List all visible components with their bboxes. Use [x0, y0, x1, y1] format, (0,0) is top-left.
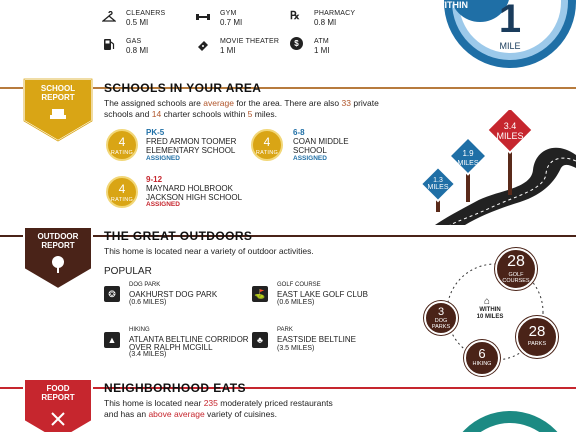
- badge-line-2: REPORT: [41, 93, 75, 102]
- section-title: THE GREAT OUTDOORS: [104, 229, 253, 243]
- food-intro: This home is located near 235 moderately priced restaurants and has an above average variety of cuisines.: [104, 398, 333, 419]
- tree-park-icon: ♣: [252, 332, 268, 348]
- badge-line-2: REPORT: [41, 393, 75, 402]
- school-grade: PK-5: [146, 128, 165, 137]
- section-title: NEIGHBORHOOD EATS: [104, 381, 246, 395]
- amenity-label: PHARMACY: [314, 10, 356, 17]
- place-distance: (0.6 MILES): [129, 299, 167, 306]
- place-category: DOG PARK: [129, 282, 161, 288]
- badge-line-2: REPORT: [41, 241, 75, 250]
- place-name: EASTSIDE BELTLINE: [277, 335, 356, 344]
- place-name: OVER RALPH MCGILL: [129, 343, 213, 352]
- sign-miles-2: 1.9 MILES: [457, 149, 479, 167]
- popular-heading: POPULAR: [104, 266, 152, 277]
- assigned-tag: ASSIGNED: [293, 155, 327, 162]
- place-category: GOLF COURSE: [277, 282, 321, 288]
- amenity-label: MOVIE THEATER: [220, 38, 280, 45]
- within-radius-label: WITHIN 10 MILES: [476, 307, 504, 320]
- amenity-label: ATM: [314, 38, 329, 45]
- assigned-tag: ASSIGNED: [146, 155, 180, 162]
- school-name: SCHOOL: [293, 146, 327, 155]
- place-category: PARK: [277, 327, 293, 333]
- dumbbell-icon: [196, 10, 210, 28]
- place-distance: (0.6 MILES): [277, 299, 315, 306]
- sign-miles-3: 1.3 MILES: [427, 177, 449, 191]
- bubble-parks: 28 PARKS: [516, 316, 558, 358]
- rating-badge: 4 RATING: [106, 129, 138, 161]
- school-name: FRED ARMON TOOMER: [146, 137, 237, 146]
- ticket-icon: [196, 38, 210, 56]
- house-icon: ⌂: [484, 296, 491, 307]
- bubble-dog-parks: 3 DOG PARKS: [424, 301, 458, 335]
- section-title: SCHOOLS IN YOUR AREA: [104, 81, 262, 95]
- rx-icon: ℞: [290, 10, 300, 22]
- paw-icon: ❂: [104, 286, 120, 302]
- badge-line-1: FOOD: [46, 384, 70, 393]
- school-grade: 6-8: [293, 128, 305, 137]
- dollar-icon: $: [290, 37, 303, 50]
- hanger-icon: [102, 10, 116, 28]
- school-grade: 9-12: [146, 175, 163, 184]
- amenity-distance: 0.7 MI: [220, 18, 243, 27]
- badge-line-1: SCHOOL: [40, 84, 76, 93]
- place-name: ATLANTA BELTLINE CORRIDOR: [129, 335, 249, 344]
- rating-badge: 4 RATING: [106, 176, 138, 208]
- amenity-distance: 0.5 MI: [126, 18, 149, 27]
- hiking-icon: ▲: [104, 332, 120, 348]
- school-name: MAYNARD HOLBROOK: [146, 184, 233, 193]
- gas-pump-icon: [103, 38, 115, 56]
- food-chart-partial: [440, 405, 576, 432]
- place-name: EAST LAKE GOLF CLUB: [277, 290, 368, 299]
- amenity-label: CLEANERS: [126, 10, 166, 17]
- school-name: ELEMENTARY SCHOOL: [146, 146, 236, 155]
- within-label: WITHIN: [436, 0, 468, 10]
- place-category: HIKING: [129, 327, 150, 333]
- amenity-label: GAS: [126, 38, 142, 45]
- assigned-tag: ASSIGNED: [146, 201, 180, 208]
- amenity-distance: 1 MI: [314, 46, 330, 55]
- rating-badge: 4 RATING: [251, 129, 283, 161]
- badge-line-1: OUTDOOR: [37, 232, 79, 241]
- amenity-label: GYM: [220, 10, 237, 17]
- bubble-hiking: 6 HIKING: [464, 340, 500, 376]
- school-name: JACKSON HIGH SCHOOL: [146, 193, 243, 202]
- amenity-distance: 0.8 MI: [126, 46, 149, 55]
- schools-intro: The assigned schools are average for the area. There are also 33 private schools and 14 charter schools within 5 miles.: [104, 98, 379, 119]
- golf-bag-icon: ⛳: [252, 286, 268, 302]
- within-unit: MILE: [499, 41, 521, 51]
- place-distance: (3.4 MILES): [129, 351, 167, 358]
- sign-miles-1: 3.4 MILES: [496, 121, 524, 141]
- bubble-golf-courses: 28 GOLF COURSES: [495, 248, 537, 290]
- outdoor-intro: This home is located near a variety of outdoor activities.: [104, 246, 314, 256]
- place-name: OAKHURST DOG PARK: [129, 290, 218, 299]
- amenity-distance: 1 MI: [220, 46, 236, 55]
- place-distance: (3.5 MILES): [277, 345, 315, 352]
- school-name: COAN MIDDLE: [293, 137, 349, 146]
- amenity-distance: 0.8 MI: [314, 18, 337, 27]
- within-number: 1: [498, 0, 522, 41]
